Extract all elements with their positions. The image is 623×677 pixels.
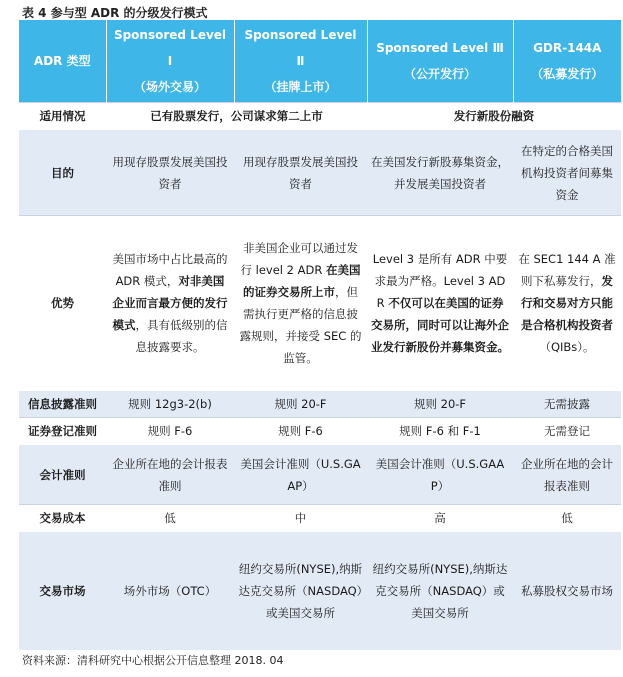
cell-market-4: 私募股权交易市场 xyxy=(513,532,621,650)
cell-disclosure-2: 规则 20-F xyxy=(234,391,367,418)
row-registration xyxy=(19,418,621,445)
cell-purpose-2: 用现存股票发展美国投资者 xyxy=(234,130,367,216)
cell-registration-4: 无需登记 xyxy=(513,418,621,445)
cell-registration-2: 规则 F-6 xyxy=(234,418,367,445)
row-cost xyxy=(19,505,621,532)
row-label-disclosure: 信息披露准则 xyxy=(19,391,106,418)
cell-registration-3: 规则 F-6 和 F-1 xyxy=(367,418,513,445)
cell-accounting-4: 企业所在地的会计报表准则 xyxy=(513,445,621,505)
cell-market-1: 场外市场（OTC） xyxy=(106,532,234,650)
row-applicability xyxy=(19,103,621,130)
row-label-accounting: 会计准则 xyxy=(19,445,106,505)
cell-disclosure-3: 规则 20-F xyxy=(367,391,513,418)
cell-purpose-1: 用现存股票发展美国投资者 xyxy=(106,130,234,216)
cell-registration-1: 规则 F-6 xyxy=(106,418,234,445)
cell-advantage-1: 美国市场中占比最高的 ADR 模式，对非美国企业而言最方便的发行模式，具有低级别的信息披露要求。 xyxy=(106,216,234,391)
cell-accounting-3: 美国会计准则（U.S.GAAP） xyxy=(367,445,513,505)
cell-accounting-2: 美国会计准则（U.S.GAAP） xyxy=(234,445,367,505)
header-level-1: Sponsored Level Ⅰ （场外交易） xyxy=(106,20,234,103)
cell-accounting-1: 企业所在地的会计报表准则 xyxy=(106,445,234,505)
row-label-advantage: 优势 xyxy=(19,216,106,391)
cell-applicability-listed: 已有股票发行，公司谋求第二上市 xyxy=(106,103,367,130)
header-level-3: Sponsored Level Ⅲ （公开发行） xyxy=(367,20,513,103)
cell-purpose-3: 在美国发行新股募集资金，并发展美国投资者 xyxy=(367,130,513,216)
row-market xyxy=(19,532,621,650)
cell-applicability-new: 发行新股份融资 xyxy=(367,103,621,130)
header-gdr-144a: GDR-144A （私募发行） xyxy=(513,20,621,103)
header-level-2: Sponsored Level Ⅱ （挂牌上市） xyxy=(234,20,367,103)
cell-cost-3: 高 xyxy=(367,505,513,532)
cell-cost-2: 中 xyxy=(234,505,367,532)
cell-advantage-3: Level 3 是所有 ADR 中要求最为严格。Level 3 ADR 不仅可以在美国的证券交易所，同时可以让海外企业发行新股份并募集资金。 xyxy=(367,216,513,391)
row-label-purpose: 目的 xyxy=(19,130,106,216)
cell-cost-4: 低 xyxy=(513,505,621,532)
adr-level-table xyxy=(19,20,621,650)
cell-market-2: 纽约交易所(NYSE),纳斯达克交易所（NASDAQ）或美国交易所 xyxy=(234,532,367,650)
source-note: 资料来源：清科研究中心根据公开信息整理 2018. 04 xyxy=(22,654,284,667)
row-label-applicability: 适用情况 xyxy=(19,103,106,130)
header-row xyxy=(19,20,621,103)
row-advantage xyxy=(19,216,621,391)
cell-disclosure-4: 无需披露 xyxy=(513,391,621,418)
cell-advantage-4: 在 SEC1 144 A 准则下私募发行，发行和交易对方只能是合格机构投资者（QIBs）。 xyxy=(513,216,621,391)
table-title: 表 4 参与型 ADR 的分级发行模式 xyxy=(22,6,208,20)
row-accounting xyxy=(19,445,621,505)
row-disclosure xyxy=(19,391,621,418)
cell-advantage-2: 非美国企业可以通过发行 level 2 ADR 在美国的证券交易所上市，但需执行更严格的信息披露规则，并接受 SEC 的监管。 xyxy=(234,216,367,391)
row-label-cost: 交易成本 xyxy=(19,505,106,532)
row-label-market: 交易市场 xyxy=(19,532,106,650)
row-purpose xyxy=(19,130,621,216)
cell-market-3: 纽约交易所(NYSE),纳斯达克交易所（NASDAQ）或美国交易所 xyxy=(367,532,513,650)
cell-purpose-4: 在特定的合格美国机构投资者间募集资金 xyxy=(513,130,621,216)
row-label-registration: 证券登记准则 xyxy=(19,418,106,445)
cell-cost-1: 低 xyxy=(106,505,234,532)
header-type-label: ADR 类型 xyxy=(19,20,106,103)
cell-disclosure-1: 规则 12g3-2(b) xyxy=(106,391,234,418)
